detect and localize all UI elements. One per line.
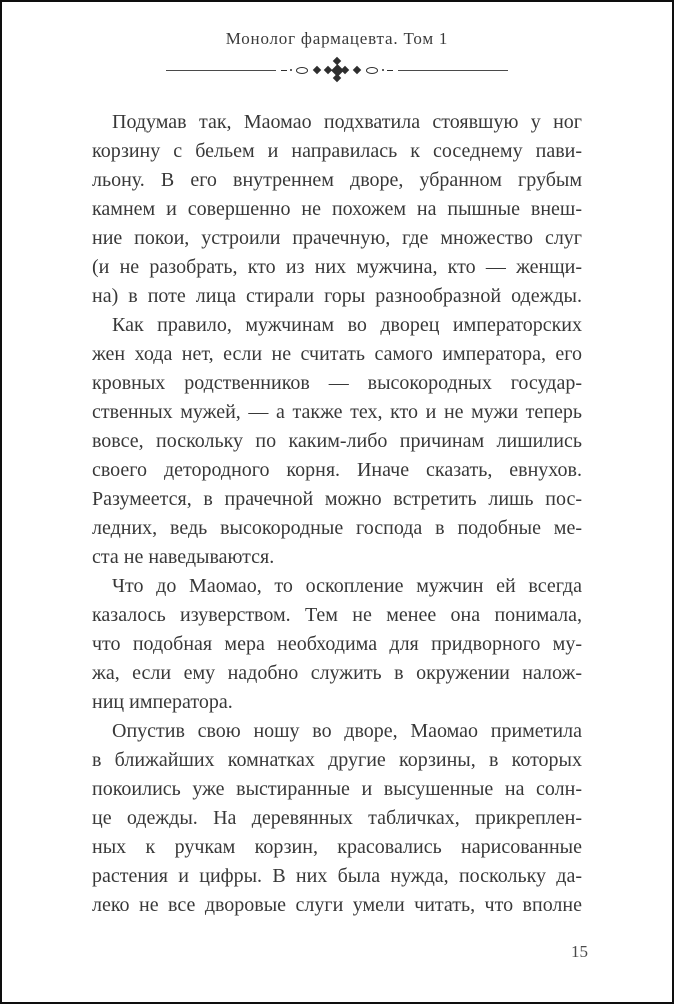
divider-ornament-icon xyxy=(279,58,395,82)
text-line: льону. В его внутреннем дворе, убранном грубым xyxy=(92,169,582,191)
text-line: це одежды. На деревянных табличках, прикреплен- xyxy=(92,807,582,829)
text-line: ние покои, устроили прачечную, где множество слуг xyxy=(92,227,582,249)
text-line: Подумав так, Маомао подхватила стоявшую у ног xyxy=(112,111,582,133)
text-line: ледних, ведь высокородные господа в подобные ме- xyxy=(92,517,582,539)
ornament-oval-icon xyxy=(366,67,378,74)
ornament-dash-icon xyxy=(281,70,287,71)
text-line: корзину с бельем и направилась к соседнему пави- xyxy=(92,140,582,162)
page-text xyxy=(92,108,582,920)
text-line: Как правило, мужчинам во дворец императорских xyxy=(112,314,582,336)
ornament-oval-icon xyxy=(296,67,308,74)
text-line: жен хода нет, если не считать самого императора, его xyxy=(92,343,582,365)
text-line: ственных мужей, — а также тех, кто и не мужи теперь xyxy=(92,401,582,423)
divider-rule-right xyxy=(398,70,508,71)
text-line: камнем и совершенно не похожем на пышные внеш- xyxy=(92,198,582,220)
text-line: покоились уже выстиранные и высушенные на солн- xyxy=(92,778,582,800)
ornament-dot-icon xyxy=(382,69,384,71)
text-line: своего детородного корня. Иначе сказать, евнухов. xyxy=(92,459,582,481)
text-line: на) в поте лица стирали горы разнообразной одежды. xyxy=(92,285,582,307)
text-line: Опустив свою ношу во дворе, Маомао приметила xyxy=(112,720,582,742)
ornament-dot-icon xyxy=(290,69,292,71)
header-divider xyxy=(166,58,508,82)
text-line: вовсе, поскольку по каким-либо причинам лишились xyxy=(92,430,582,452)
ornament-diamond-cluster-icon xyxy=(325,58,349,82)
text-line: ных к ручкам корзин, красовались нарисованные xyxy=(92,836,582,858)
text-line: Разумеется, в прачечной можно встретить лишь пос- xyxy=(92,488,582,510)
ornament-dash-icon xyxy=(387,70,393,71)
ornament-diamond-icon xyxy=(353,66,361,74)
ornament-diamond-icon xyxy=(313,66,321,74)
text-line: жа, если ему надобно служить в окружении налож- xyxy=(92,662,582,684)
text-line: что подобная мера необходима для придворного му- xyxy=(92,633,582,655)
text-line: (и не разобрать, кто из них мужчина, кто — женщи- xyxy=(92,256,582,278)
text-line: казалось изуверством. Тем не менее она понимала, xyxy=(92,604,582,626)
page-number: 15 xyxy=(571,942,588,961)
text-line: ниц императора. xyxy=(92,691,233,713)
text-line: кровных родственников — высокородных государ- xyxy=(92,372,582,394)
text-line: в ближайших комнатках другие корзины, в которых xyxy=(92,749,582,771)
divider-rule-left xyxy=(166,70,276,71)
running-title: Монолог фармацевта. Том 1 xyxy=(225,29,449,48)
text-line: растения и цифры. В них была нужда, поскольку да- xyxy=(92,865,582,887)
text-line: ста не наведываются. xyxy=(92,546,275,568)
text-line: Что до Маомао, то оскопление мужчин ей всегда xyxy=(112,575,582,597)
text-line: леко не все дворовые слуги умели читать, что вполне xyxy=(92,894,582,916)
